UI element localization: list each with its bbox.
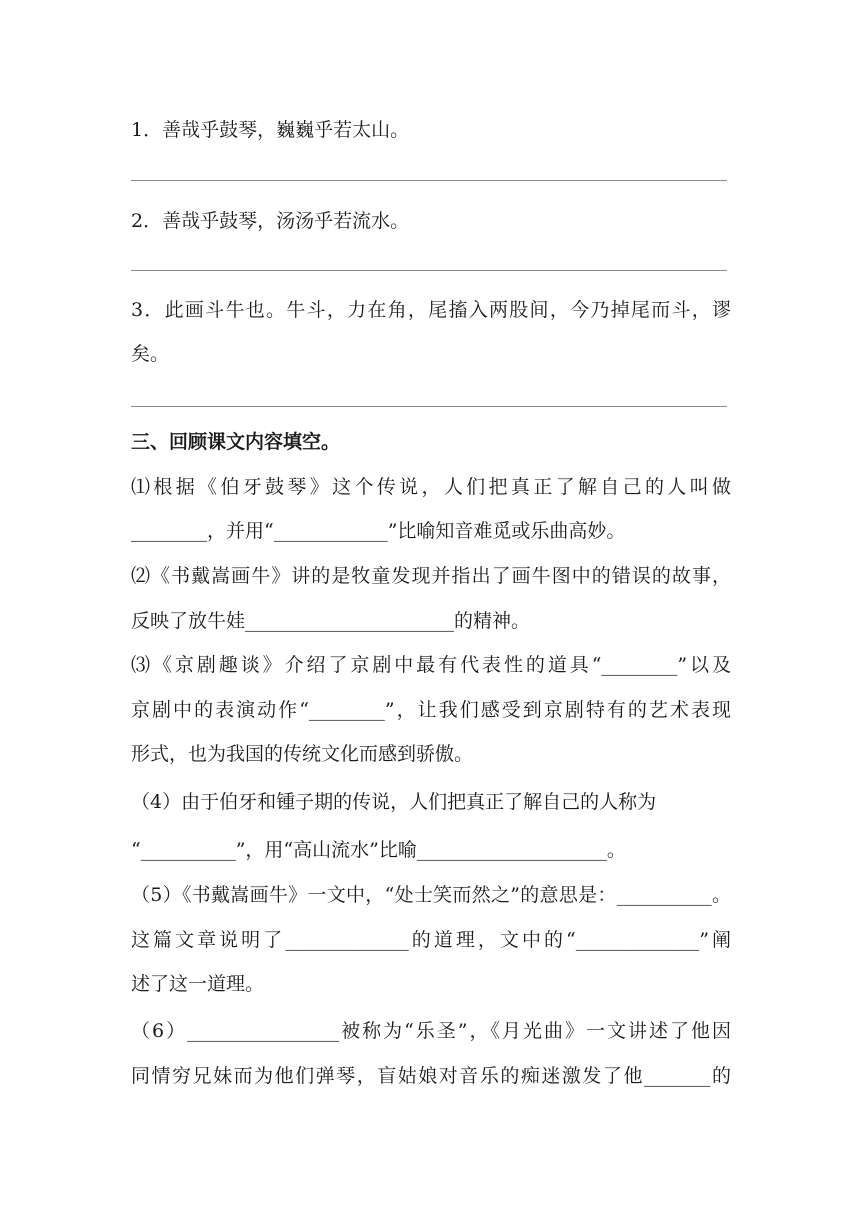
fill-line-5: ⑶《京剧趣谈》介绍了京剧中最有代表性的道具“________”以及 (131, 654, 731, 676)
translation-item-2: 2．善哉乎鼓琴，汤汤乎若流水。 (131, 210, 410, 232)
answer-line-1[interactable] (131, 180, 727, 181)
fill-line-14: 同情穷兄妹而为他们弹琴，盲姑娘对音乐的痴迷激发了他_______的 (131, 1065, 731, 1087)
fill-line-2: ________，并用“____________”比喻知音难觅或乐曲高妙。 (131, 520, 626, 542)
section-heading: 三、回顾课文内容填空。 (131, 431, 341, 453)
fill-line-9: “__________”，用“高山流水”比喻____________________。 (131, 839, 626, 861)
fill-line-12: 述了这一道理。 (131, 973, 265, 995)
translation-item-3-line-1: 3．此画斗牛也。牛斗，力在角，尾搐入两股间，今乃掉尾而斗，谬 (131, 299, 731, 321)
answer-line-2[interactable] (131, 270, 727, 271)
answer-line-3[interactable] (131, 406, 727, 407)
fill-line-8: （4）由于伯牙和锺子期的传说，人们把真正了解自己的人称为 (131, 791, 657, 813)
fill-line-6: 京剧中的表演动作“________”，让我们感受到京剧特有的艺术表现 (131, 699, 731, 721)
translation-item-1: 1．善哉乎鼓琴，巍巍乎若太山。 (131, 119, 410, 141)
fill-line-10: （5）《书戴嵩画牛》一文中，“处士笑而然之”的意思是：__________。 (131, 884, 731, 906)
fill-line-1: ⑴根据《伯牙鼓琴》这个传说，人们把真正了解自己的人叫做 (131, 476, 731, 498)
fill-line-4: 反映了放牛娃______________________的精神。 (131, 610, 531, 632)
fill-line-3: ⑵《书戴嵩画牛》讲的是牧童发现并指出了画牛图中的错误的故事， (131, 565, 731, 587)
fill-line-11: 这篇文章说明了_____________的道理，文中的“_____________”阐 (131, 929, 731, 951)
fill-line-13: （6）________________被称为“乐圣”，《月光曲》一文讲述了他因 (131, 1020, 731, 1042)
fill-line-7: 形式，也为我国的传统文化而感到骄傲。 (131, 743, 474, 765)
translation-item-3-line-2: 矣。 (131, 343, 170, 365)
